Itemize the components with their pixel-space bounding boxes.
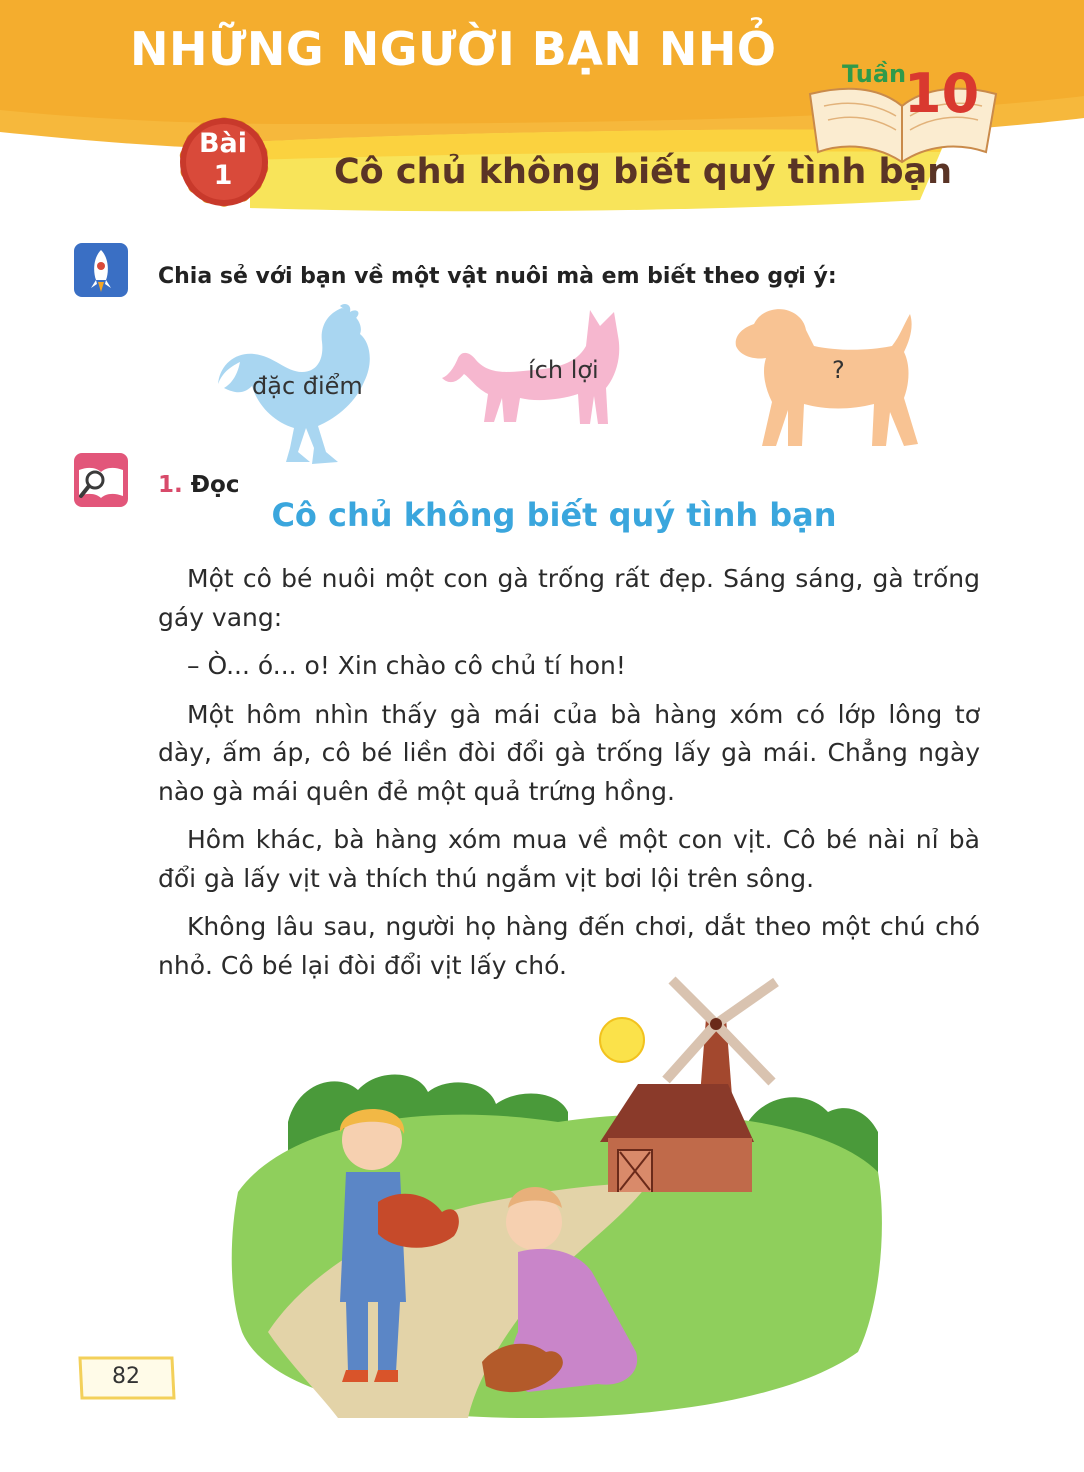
- rocket-icon: [73, 242, 129, 298]
- reading-number: 1.: [158, 472, 183, 498]
- week-label: Tuần: [842, 60, 907, 88]
- reading-label: Đọc: [190, 472, 240, 498]
- story-paragraph: Hôm khác, bà hàng xóm mua về một con vịt. Cô bé nài nỉ bà đổi gà lấy vịt và thích thú ngắm vịt bơi lội trên sông.: [158, 825, 980, 893]
- share-prompt: Chia sẻ với bạn về một vật nuôi mà em biết theo gợi ý:: [158, 264, 837, 289]
- story-paragraph: – Ò... ó... o! Xin chào cô chủ tí hon!: [187, 651, 626, 680]
- story-paragraph: Một hôm nhìn thấy gà mái của bà hàng xóm có lớp lông tơ dày, ấm áp, cô bé liền đòi đổi gà trống lấy gà mái. Chẳng ngày nào gà mái quên đẻ một quả trứng hồng.: [158, 699, 980, 806]
- page-number: 82: [112, 1364, 140, 1389]
- farm-illustration: [228, 972, 892, 1428]
- unit-title: NHỮNG NGƯỜI BẠN NHỎ: [130, 22, 777, 76]
- hint-benefits: ích lợi: [528, 356, 599, 384]
- story-paragraph: Không lâu sau, người họ hàng đến chơi, dắt theo một chú chó nhỏ. Cô bé lại đòi đổi vịt lấy chó.: [158, 912, 980, 980]
- dog-silhouette: [732, 306, 924, 452]
- story-title: Cô chủ không biết quý tình bạn: [271, 496, 837, 534]
- lesson-badge: [178, 128, 268, 198]
- lesson-title: Cô chủ không biết quý tình bạn: [334, 152, 953, 192]
- lesson-number: 1: [213, 160, 233, 191]
- story-body: [158, 560, 980, 995]
- hint-characteristics: đặc điểm: [252, 372, 363, 400]
- reading-heading: [158, 472, 239, 498]
- lesson-label: Bài: [198, 128, 248, 159]
- hint-question: ?: [832, 356, 845, 384]
- story-paragraph: Một cô bé nuôi một con gà trống rất đẹp. Sáng sáng, gà trống gáy vang:: [158, 564, 980, 632]
- week-number: 10: [904, 62, 980, 125]
